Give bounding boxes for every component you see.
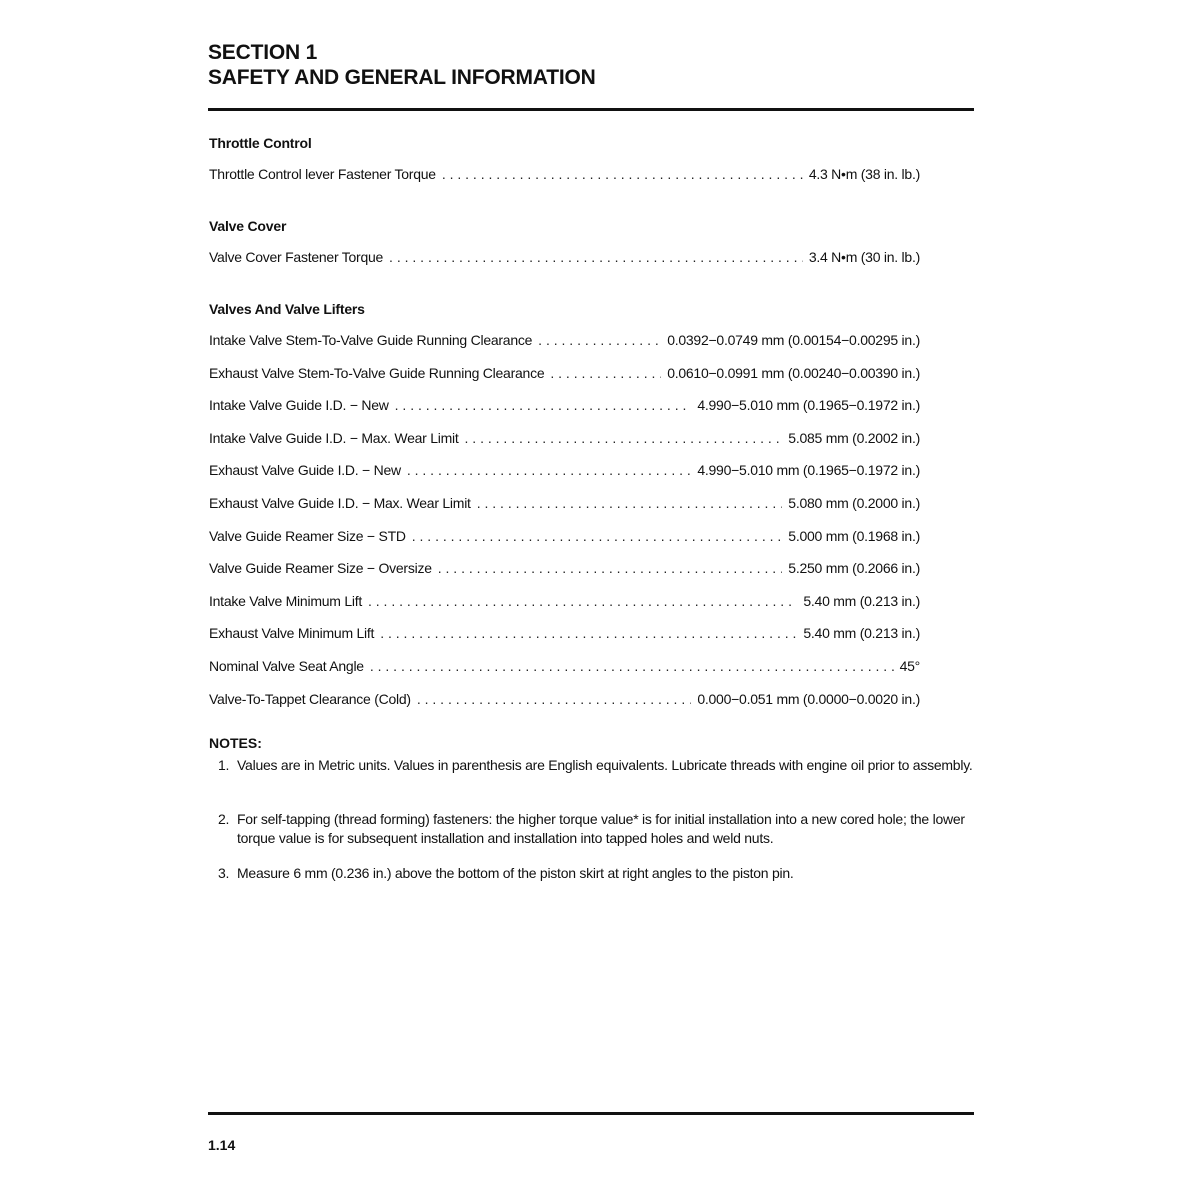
group-heading-throttle-control: Throttle Control (209, 135, 312, 151)
spec-label: Exhaust Valve Stem-To-Valve Guide Running Clearance (209, 364, 545, 381)
leader-dots (380, 625, 797, 641)
spec-label: Valve Cover Fastener Torque (209, 249, 384, 265)
note-number: 2. (218, 811, 230, 827)
spec-row (209, 658, 920, 678)
leader-dots (550, 365, 661, 381)
spec-row (209, 397, 920, 417)
leader-dots (477, 495, 783, 511)
spec-value: 5.085 mm (0.2002 in.) (788, 429, 920, 446)
spec-value: 3.4 N•m (30 in. lb.) (808, 249, 920, 265)
spec-label: Intake Valve Stem-To-Valve Guide Running Clearance (209, 332, 533, 348)
section-title: SAFETY AND GENERAL INFORMATION (208, 66, 596, 89)
spec-label: Nominal Valve Seat Angle (209, 658, 364, 674)
spec-value: 0.0392−0.0749 mm (0.00154−0.00295 in.) (667, 332, 920, 348)
header-rule (208, 108, 974, 111)
note-text: Values are in Metric units. Values in parenthesis are English equivalents. Lubricate threads with engine oil prior to assembly. (237, 757, 973, 773)
note-item (218, 864, 978, 883)
spec-label: Intake Valve Minimum Lift (209, 592, 362, 609)
spec-value: 5.40 mm (0.213 in.) (803, 592, 920, 609)
section-header (208, 40, 596, 90)
leader-dots (412, 528, 783, 544)
group-heading-valve-cover: Valve Cover (209, 218, 287, 234)
spec-label: Valve-To-Tappet Clearance (Cold) (209, 690, 411, 707)
spec-row (209, 249, 920, 269)
leader-dots (465, 430, 783, 446)
leader-dots (407, 462, 691, 478)
spec-label: Throttle Control lever Fastener Torque (209, 166, 436, 182)
leader-dots (538, 332, 661, 348)
note-number: 1. (218, 757, 230, 773)
note-number: 3. (218, 865, 230, 881)
spec-label: Exhaust Valve Minimum Lift (209, 625, 375, 642)
spec-value: 4.3 N•m (38 in. lb.) (808, 166, 920, 182)
spec-row (209, 495, 920, 515)
spec-value: 5.000 mm (0.1968 in.) (788, 527, 920, 544)
spec-row (209, 593, 920, 613)
spec-value: 45° (899, 658, 920, 674)
spec-value: 0.0610−0.0991 mm (0.00240−0.00390 in.) (667, 364, 920, 381)
spec-row (209, 365, 920, 385)
spec-label: Valve Guide Reamer Size − STD (209, 527, 406, 544)
leader-dots (395, 397, 692, 413)
spec-label: Intake Valve Guide I.D. − Max. Wear Limit (209, 429, 459, 446)
spec-row (209, 332, 920, 352)
spec-label: Exhaust Valve Guide I.D. − Max. Wear Limit (209, 495, 471, 511)
leader-dots (368, 593, 797, 609)
section-number: SECTION 1 (208, 41, 318, 64)
spec-value: 5.080 mm (0.2000 in.) (788, 495, 920, 511)
spec-row (209, 625, 920, 645)
leader-dots (370, 658, 894, 674)
note-item (218, 756, 978, 775)
leader-dots (417, 691, 691, 707)
spec-row (209, 691, 920, 711)
notes-title: NOTES: (209, 735, 262, 751)
spec-row (209, 166, 920, 186)
leader-dots (442, 166, 803, 182)
footer-rule (208, 1112, 974, 1115)
spec-value: 5.40 mm (0.213 in.) (803, 625, 920, 642)
note-item (218, 810, 978, 848)
spec-value: 5.250 mm (0.2066 in.) (788, 560, 920, 577)
leader-dots (389, 249, 803, 265)
spec-value: 4.990−5.010 mm (0.1965−0.1972 in.) (697, 397, 920, 414)
spec-label: Intake Valve Guide I.D. − New (209, 397, 389, 414)
spec-row (209, 528, 920, 548)
note-text: Measure 6 mm (0.236 in.) above the bottom of the piston skirt at right angles to the piston pin. (237, 865, 794, 881)
page-number: 1.14 (208, 1137, 236, 1153)
leader-dots (438, 560, 783, 576)
note-text: For self-tapping (thread forming) fasteners: the higher torque value* is for initial installation into a new cored hole; the lower torque value is for subsequent installation and installation into tapped holes and weld nuts. (237, 811, 965, 846)
spec-value: 4.990−5.010 mm (0.1965−0.1972 in.) (697, 462, 920, 479)
spec-value: 0.000−0.051 mm (0.0000−0.0020 in.) (697, 690, 920, 707)
group-heading-valves-and-lifters: Valves And Valve Lifters (209, 301, 365, 317)
spec-row (209, 462, 920, 482)
spec-row (209, 560, 920, 580)
spec-row (209, 430, 920, 450)
spec-label: Exhaust Valve Guide I.D. − New (209, 462, 401, 479)
spec-label: Valve Guide Reamer Size − Oversize (209, 560, 432, 577)
